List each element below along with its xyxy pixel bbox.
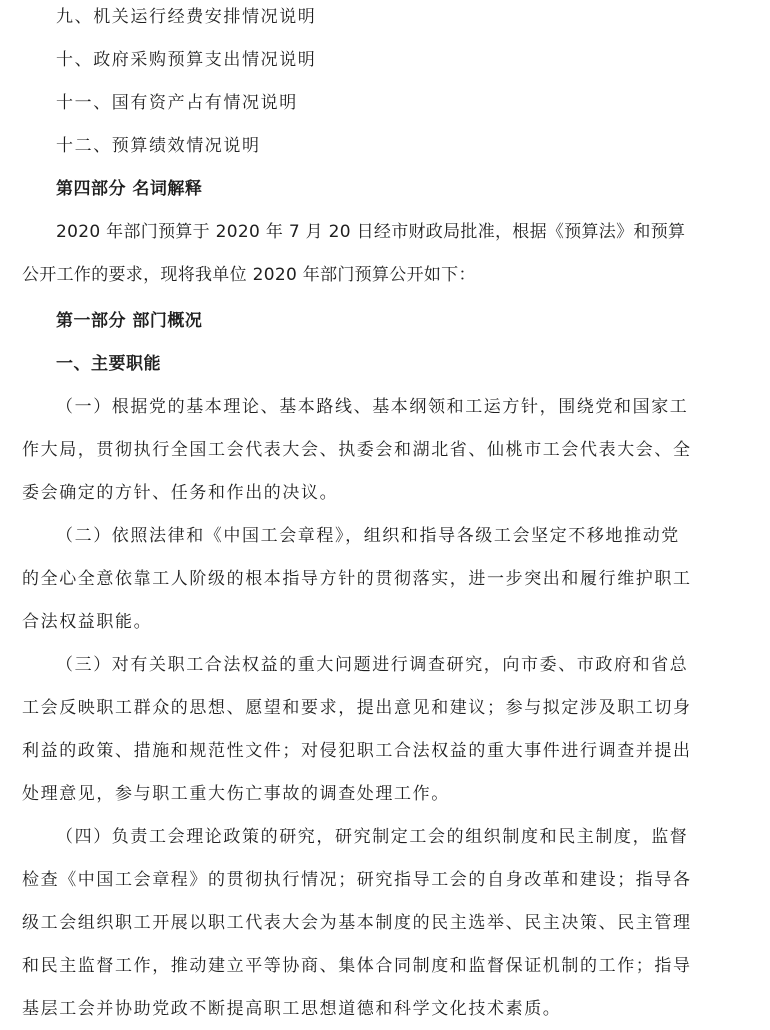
function-2-line: 合法权益职能。	[22, 612, 153, 632]
toc-item: 九、机关运行经费安排情况说明	[56, 7, 317, 27]
function-1-line: 作大局，贯彻执行全国工会代表大会、执委会和湖北省、仙桃市工会代表大会、全	[22, 440, 692, 460]
toc-item: 十二、预算绩效情况说明	[56, 136, 261, 156]
intro-line: 2020 年部门预算于 2020 年 7 月 20 日经市财政局批准，根据《预算法》和预算	[56, 222, 686, 242]
function-4-line: （四）负责工会理论政策的研究，研究制定工会的组织制度和民主制度，监督	[56, 827, 689, 847]
toc-item: 十一、国有资产占有情况说明	[56, 93, 298, 113]
function-1-line: （一）根据党的基本理论、基本路线、基本纲领和工运方针，围绕党和国家工	[56, 397, 689, 417]
function-3-line: 处理意见，参与职工重大伤亡事故的调查处理工作。	[22, 784, 450, 804]
function-4-line: 基层工会并协助党政不断提高职工思想道德和科学文化技术素质。	[22, 999, 562, 1019]
function-4-line: 和民主监督工作，推动建立平等协商、集体合同制度和监督保证机制的工作；指导	[22, 956, 692, 976]
section1-heading: 一、主要职能	[56, 354, 161, 374]
function-3-line: （三）对有关职工合法权益的重大问题进行调查研究，向市委、市政府和省总	[56, 655, 689, 675]
part1-heading: 第一部分 部门概况	[56, 311, 203, 331]
function-3-line: 利益的政策、措施和规范性文件；对侵犯职工合法权益的重大事件进行调查并提出	[22, 741, 692, 761]
function-2-line: （二）依照法律和《中国工会章程》，组织和指导各级工会坚定不移地推动党	[56, 526, 680, 546]
function-1-line: 委会确定的方针、任务和作出的决议。	[22, 483, 339, 503]
function-2-line: 的全心全意依靠工人阶级的根本指导方针的贯彻落实，进一步突出和履行维护职工	[22, 569, 692, 589]
part4-heading: 第四部分 名词解释	[56, 179, 203, 199]
intro-line: 公开工作的要求，现将我单位 2020 年部门预算公开如下：	[22, 265, 476, 285]
function-4-line: 检查《中国工会章程》的贯彻执行情况；研究指导工会的自身改革和建设；指导各	[22, 870, 692, 890]
toc-item: 十、政府采购预算支出情况说明	[56, 50, 317, 70]
function-3-line: 工会反映职工群众的思想、愿望和要求，提出意见和建议；参与拟定涉及职工切身	[22, 698, 692, 718]
function-4-line: 级工会组织职工开展以职工代表大会为基本制度的民主选举、民主决策、民主管理	[22, 913, 692, 933]
